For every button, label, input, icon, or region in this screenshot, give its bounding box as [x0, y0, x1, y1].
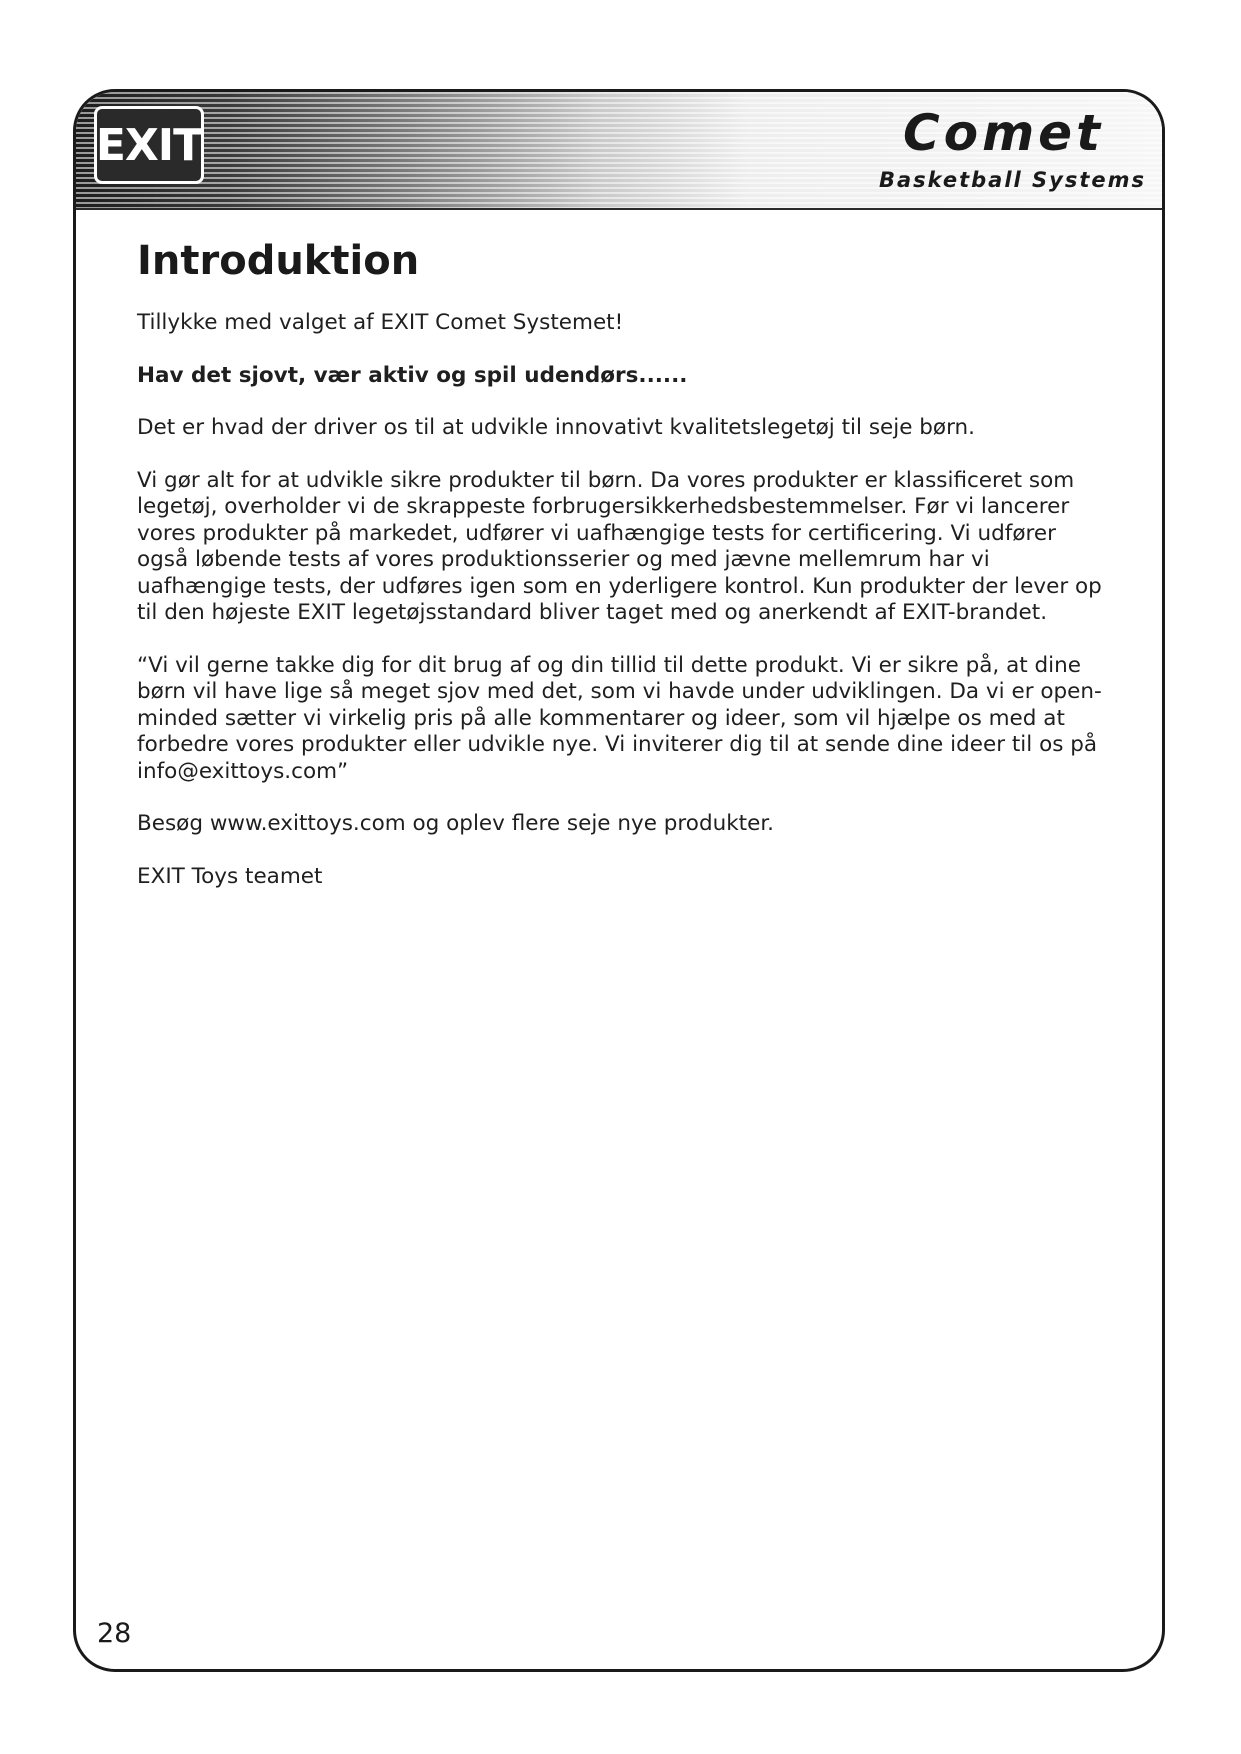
- page-number: 28: [97, 1618, 132, 1649]
- paragraph-safety: Vi gør alt for at udvikle sikre produkter til børn. Da vores produkter er klassificeret som legetøj, overholder vi de skrappeste forbrugersikkerhedsbestemmelser. Før vi lancerer vores produkter på markedet, udfører vi uafhængige tests for certificering. Vi udfører også løbende tests af vores produktionsserier og med jævne mellemrum har vi uafhængige tests, der udføres igen som en yderligere kontrol. Kun produkter der lever op til den højeste EXIT legetøjsstandard bliver taget med og anerkendt af EXIT-brandet.: [137, 467, 1102, 625]
- paragraph-tagline: Hav det sjovt, vær aktiv og spil udendørs......: [137, 362, 688, 388]
- brand-title: Comet: [903, 104, 1104, 162]
- main-content: [137, 238, 1107, 916]
- paragraph-congrats: Tillykke med valget af EXIT Comet Systemet!: [137, 310, 624, 335]
- header-banner: [76, 92, 1162, 208]
- paragraph-mission: Det er hvad der driver os til at udvikle innovativt kvalitetslegetøj til seje børn.: [137, 415, 976, 440]
- page-title: Introduktion: [137, 238, 420, 284]
- paragraph-signoff: EXIT Toys teamet: [137, 863, 323, 889]
- brand-subtitle: Basketball Systems: [878, 168, 1146, 192]
- paragraph-visit: Besøg www.exittoys.com og oplev flere seje nye produkter.: [137, 811, 775, 836]
- exit-logo: EXIT: [94, 106, 204, 184]
- header-divider: [76, 208, 1162, 210]
- paragraph-thanks: “Vi vil gerne takke dig for dit brug af og din tillid til dette produkt. Vi er sikre på, at dine børn vil have lige så meget sjov med det, som vi havde under udviklingen. Da vi er open-minded sætter vi virkelig pris på alle kommentarer og ideer, som vil hjælpe os med at forbedre vores produkter eller udvikle nye. Vi inviterer dig til at sende dine ideer til os på info@exittoys.com”: [137, 652, 1102, 784]
